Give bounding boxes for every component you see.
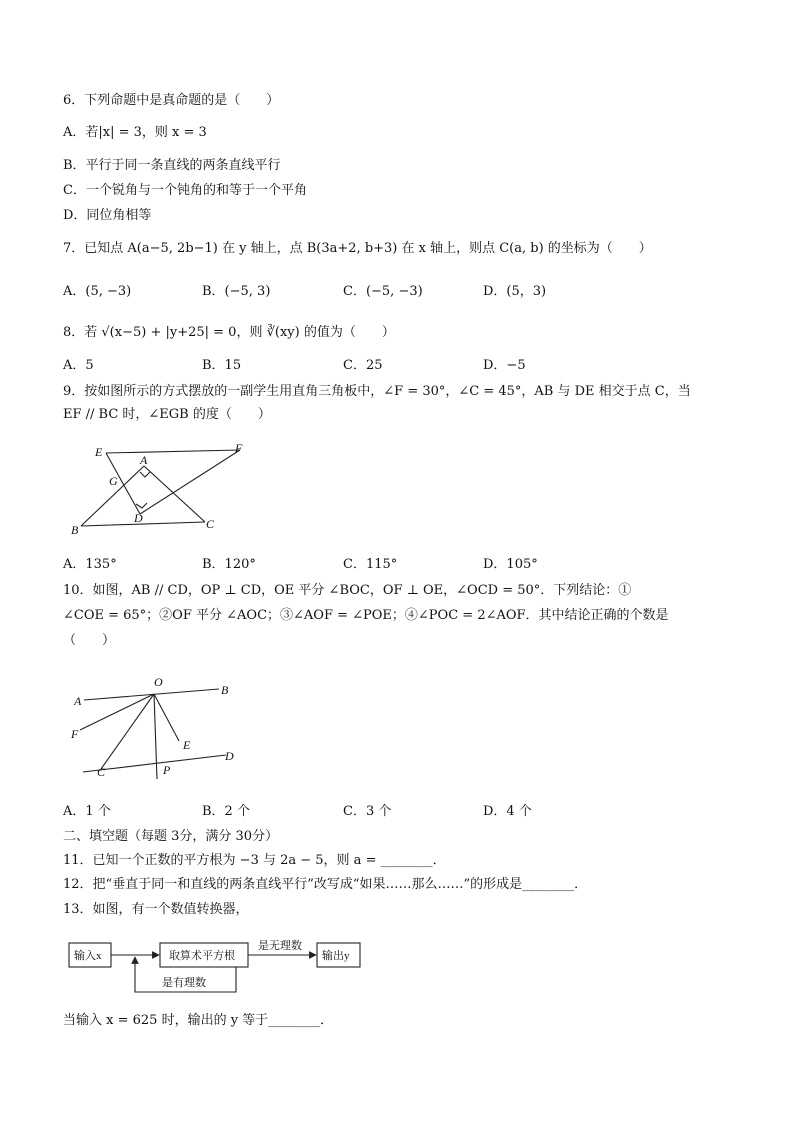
q10-stem-line2: ∠COE = 65°；②OF 平分 ∠AOC；③∠AOF = ∠POE；④∠POC = 2∠AOF．其中结论正确的个数是 — [63, 608, 669, 623]
q13-label-output: 输出y — [322, 950, 350, 962]
q12-text: 12．把“垂直于同一和直线的两条直线平行”改写成“如果……那么……”的形成是________． — [63, 877, 588, 892]
q8-stem: 8．若 √(x−5) + |y+25| = 0，则 ∛(xy) 的值为（ ） — [63, 325, 395, 340]
q8-option-c: C．25 — [343, 358, 383, 373]
section-heading: 二、填空题（每题 3分，满分 30分） — [63, 829, 279, 844]
q9-label-g: G — [109, 474, 118, 488]
q13-label-rational: 是有理数 — [162, 977, 206, 989]
q13-stem: 13．如图，有一个数值转换器， — [63, 902, 249, 917]
q7-option-a: A．(5, −3) — [63, 284, 132, 299]
q9-segment-bc — [81, 522, 205, 526]
q9-segment-ac — [144, 466, 205, 522]
q7-option-d: D．(5，3) — [483, 284, 547, 299]
q9-figure — [68, 438, 258, 538]
q9-label-c: C — [206, 517, 215, 531]
q6-option-c: C．一个锐角与一个钝角的和等于一个平角 — [63, 183, 307, 198]
q10-label-c: C — [97, 765, 106, 779]
q10-stem-line1: 10．如图，AB // CD，OP ⊥ CD，OE 平分 ∠BOC，OF ⊥ OE，∠OCD = 50°．下列结论：① — [63, 583, 632, 598]
q9-right-angle-d — [136, 503, 147, 508]
q10-label-o: O — [154, 675, 163, 689]
q6-option-a: A．若|x| = 3，则 x = 3 — [63, 125, 207, 140]
q9-stem-line2: EF // BC 时，∠EGB 的度（ ） — [63, 407, 271, 422]
q10-label-f: F — [71, 727, 79, 741]
q7-stem: 7．已知点 A(a−5, 2b−1) 在 y 轴上，点 B(3a+2, b+3) 在 x 轴上，则点 C(a, b) 的坐标为（ ） — [63, 241, 652, 256]
q7-option-b: B．(−5, 3) — [202, 284, 271, 299]
q10-label-b: B — [221, 683, 229, 697]
q9-option-a: A．135° — [63, 557, 117, 572]
q9-label-d: D — [134, 511, 143, 525]
q8-option-a: A．5 — [63, 358, 94, 373]
q13-answer-line: 当输入 x = 625 时，输出的 y 等于________． — [63, 1013, 334, 1028]
q11-text: 11．已知一个正数的平方根为 −3 与 2a − 5，则 a = ________． — [63, 853, 446, 868]
q9-label-e: E — [95, 445, 103, 459]
q13-flowchart — [66, 926, 376, 998]
q10-label-p: P — [163, 763, 171, 777]
q6-option-b: B．平行于同一条直线的两条直线平行 — [63, 158, 281, 173]
q6-option-d: D．同位角相等 — [63, 208, 152, 223]
q10-option-b: B．2 个 — [202, 804, 250, 819]
q10-segment-op — [154, 694, 157, 779]
q10-option-d: D．4 个 — [483, 804, 532, 819]
q6-stem: 6．下列命题中是真命题的是（ ） — [63, 93, 280, 108]
q13-label-sqrt: 取算术平方根 — [169, 950, 235, 962]
q9-segment-fd — [140, 450, 240, 514]
q9-option-c: C．115° — [343, 557, 398, 572]
q9-label-a: A — [140, 453, 148, 467]
q8-option-b: B．15 — [202, 358, 242, 373]
q7-option-c: C．(−5, −3) — [343, 284, 423, 299]
q9-stem-line1: 9．按如图所示的方式摆放的一副学生用直角三角板中，∠F = 30°，∠C = 45°，AB 与 DE 相交于点 C，当 — [63, 384, 691, 399]
q10-label-e: E — [183, 738, 191, 752]
q9-option-b: B．120° — [202, 557, 256, 572]
q10-label-a: A — [74, 694, 82, 708]
q9-label-b: B — [71, 523, 79, 537]
q9-segment-ef — [106, 450, 240, 453]
q8-option-d: D．−5 — [483, 358, 526, 373]
q10-figure — [66, 670, 246, 782]
q10-segment-oe — [154, 694, 179, 741]
q10-segment-oc — [101, 694, 154, 769]
q10-label-d: D — [225, 749, 234, 763]
q10-option-c: C．3 个 — [343, 804, 392, 819]
q13-label-irrational: 是无理数 — [258, 940, 302, 952]
q9-right-angle-a — [140, 472, 150, 477]
q9-option-d: D．105° — [483, 557, 538, 572]
q10-option-a: A．1 个 — [63, 804, 111, 819]
q13-label-input: 输入x — [74, 950, 102, 962]
q10-stem-line3: （ ） — [63, 633, 116, 648]
q9-label-f: F — [235, 441, 243, 455]
